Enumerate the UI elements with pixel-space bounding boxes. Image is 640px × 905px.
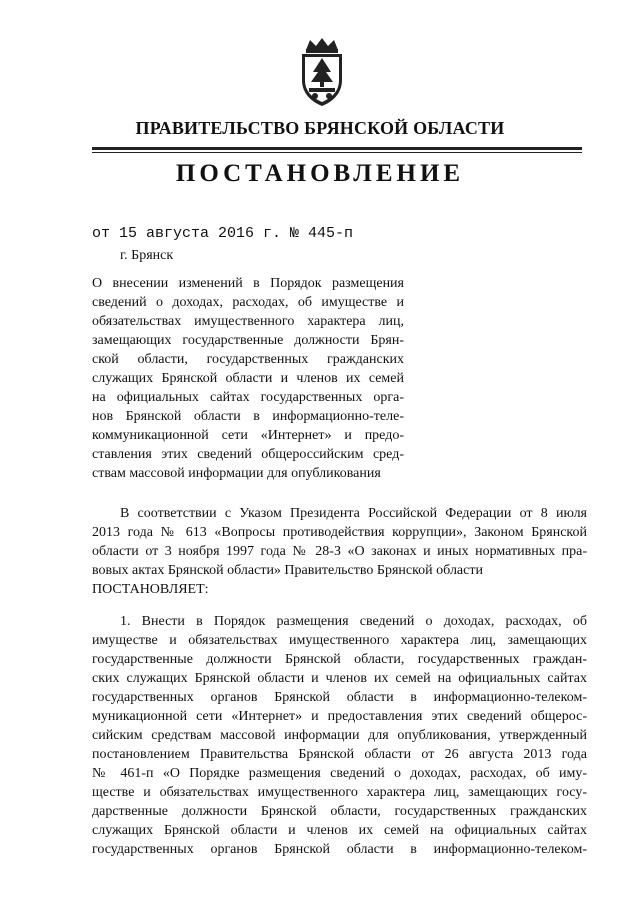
subject-line: замещающих государственные должности Брян- [92,333,404,348]
subject-line: ставления этих сведений общероссийским сред- [92,447,404,462]
header-rule-thick [92,147,582,150]
clause-line: государственных органов Брянской области в информационно-телеком- [92,690,587,705]
clause-line: государственных органов Брянской области в информационно-телеком- [92,842,587,857]
clause-line: ских служащих Брянской области и членов их семей на официальных сайтах [92,671,587,686]
subject-line: сведений о доходах, расходах, об имуществе и [92,295,404,310]
preamble-paragraph [92,504,587,599]
government-title: ПРАВИТЕЛЬСТВО БРЯНСКОЙ ОБЛАСТИ [135,118,505,138]
clause-1-paragraph [92,612,587,859]
subject-line: служащих Брянской области и членов их семей [92,371,404,386]
preamble-line: ПОСТАНОВЛЯЕТ: [92,582,209,597]
preamble-line: В соответствии с Указом Президента Российской Федерации от 8 июля [120,506,587,521]
document-type: ПОСТАНОВЛЕНИЕ [175,160,465,187]
subject-line: обязательствах имущественного характера лиц, [92,314,404,329]
clause-line: государственные должности Брянской области, государственных граждан- [92,652,587,667]
document-subject [92,274,404,483]
clause-line: ществе и обязательствах имущественного характера лиц, замещающих госу- [92,785,587,800]
subject-line: нов Брянской области в информационно-теле- [92,409,404,424]
subject-line: коммуникационной сети «Интернет» и предо- [92,428,404,443]
clause-line: сийским средствам массовой информации для опубликования, утвержденный [92,728,587,743]
clause-line: постановлением Правительства Брянской области от 26 августа 2013 года [92,747,587,762]
preamble-line: области от 3 ноября 1997 года № 28-З «О законах и иных нормативных пра- [92,544,587,559]
subject-line: О внесении изменений в Порядок размещения [92,276,404,291]
clause-line: служащих Брянской области и членов их семей на официальных сайтах [92,823,587,838]
clause-line: муникационной сети «Интернет» и предоставления этих сведений общерос- [92,709,587,724]
date-and-number: от 15 августа 2016 г. № 445-п [92,225,354,242]
clause-line: имуществе и обязательствах имущественного характера лиц, замещающих [92,633,587,648]
subject-line: ской области, государственных гражданских [92,352,404,367]
preamble-line: 2013 года № 613 «Вопросы противодействия коррупции», Законом Брянской [92,525,587,540]
clause-line: № 461-п «О Порядке размещения сведений о доходах, расходах, об иму- [92,766,587,781]
city: г. Брянск [120,248,174,263]
preamble-line: вовых актах Брянской области» Правительство Брянской области [92,563,483,578]
clause-line: 1. Внести в Порядок размещения сведений о доходах, расходах, об [120,614,587,629]
header-rule-thin [92,152,582,153]
clause-line: дарственные должности Брянской области, государственных гражданских [92,804,587,819]
subject-line: на официальных сайтах государственных орга- [92,390,404,405]
subject-line: ствам массовой информации для опубликования [92,466,381,481]
coat-of-arms-icon [294,36,350,108]
